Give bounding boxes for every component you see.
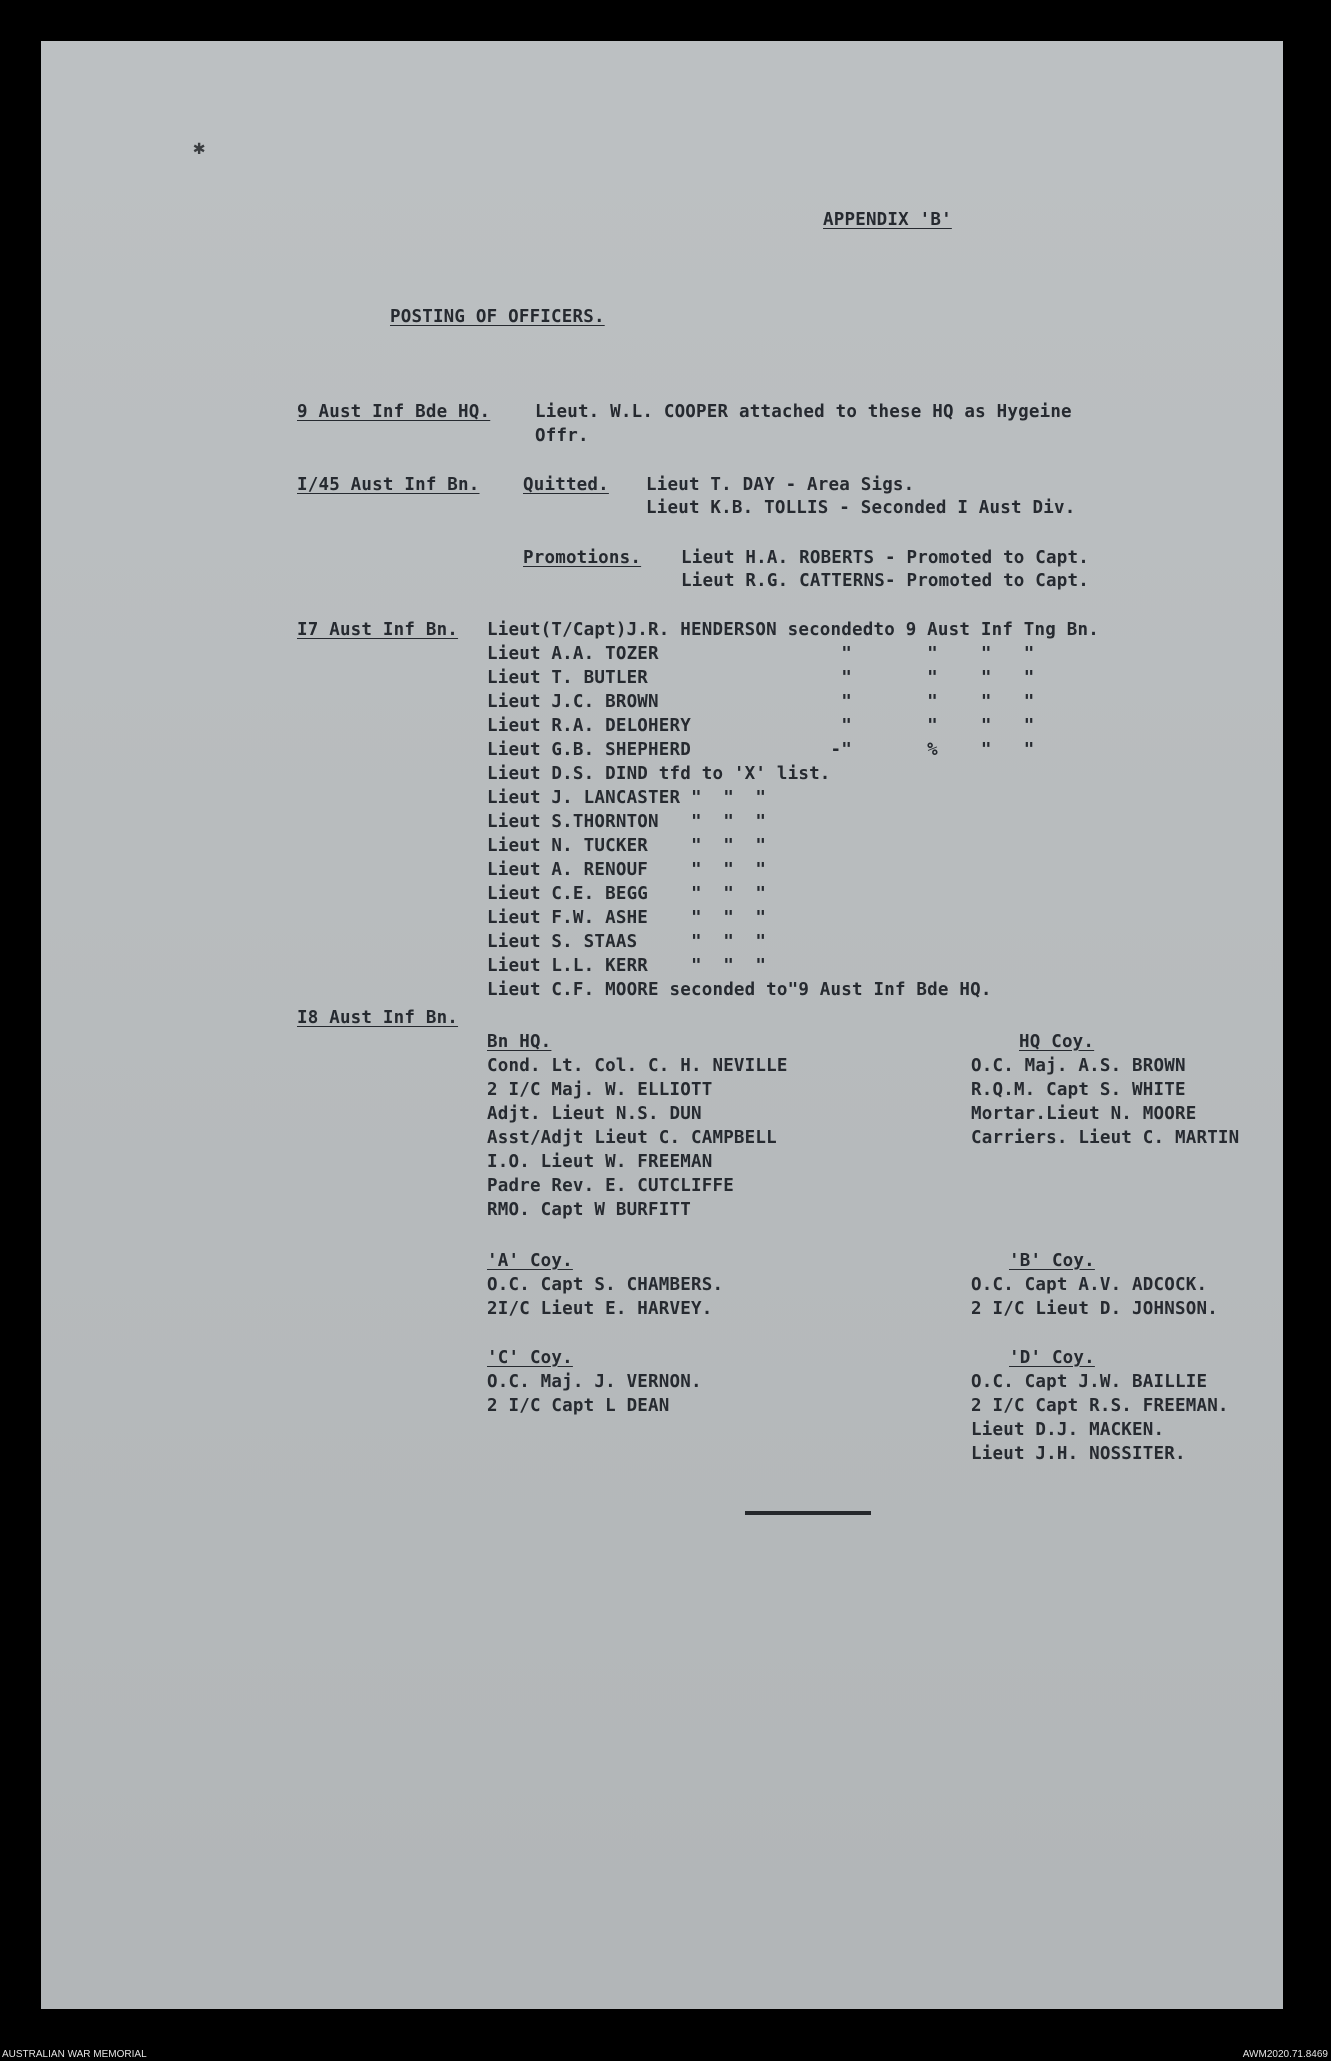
ink-blot-mark: ✱ bbox=[193, 135, 206, 159]
d-coy-entry: Lieut D.J. MACKEN. bbox=[971, 1420, 1165, 1440]
a-coy-entry: 2I/C Lieut E. HARVEY. bbox=[487, 1299, 713, 1319]
bn17-entry: Lieut D.S. DIND tfd to 'X' list. bbox=[487, 764, 831, 784]
bn-hq-entry: Padre Rev. E. CUTCLIFFE bbox=[487, 1176, 734, 1196]
bn17-entry: Lieut F.W. ASHE " " " bbox=[487, 908, 767, 928]
bn17-entry: Lieut C.F. MOORE seconded to"9 Aust Inf Bde HQ. bbox=[487, 980, 992, 1000]
bn-hq-entry: 2 I/C Maj. W. ELLIOTT bbox=[487, 1080, 713, 1100]
bn-hq-entry: Cond. Lt. Col. C. H. NEVILLE bbox=[487, 1056, 788, 1076]
b-coy-entry: 2 I/C Lieut D. JOHNSON. bbox=[971, 1299, 1218, 1319]
b-coy-title: 'B' Coy. bbox=[1009, 1251, 1095, 1271]
d-coy-entry: 2 I/C Capt R.S. FREEMAN. bbox=[971, 1396, 1229, 1416]
appendix-title: APPENDIX 'B' bbox=[823, 210, 952, 230]
hq-coy-entry: Carriers. Lieut C. MARTIN bbox=[971, 1128, 1240, 1148]
unit-1-45-bn: I/45 Aust Inf Bn. bbox=[297, 475, 480, 495]
bn17-entry: Lieut G.B. SHEPHERD -" % " " bbox=[487, 740, 1035, 760]
promotions-label: Promotions. bbox=[523, 548, 642, 568]
bn-hq-title: Bn HQ. bbox=[487, 1032, 552, 1052]
page-heading: POSTING OF OFFICERS. bbox=[390, 307, 605, 327]
bn17-entry: Lieut A.A. TOZER " " " " bbox=[487, 644, 1035, 664]
bn-hq-entry: RMO. Capt W BURFITT bbox=[487, 1200, 691, 1220]
bn17-entry: Lieut(T/Capt)J.R. HENDERSON secondedto 9 Aust Inf Tng Bn. bbox=[487, 620, 1099, 640]
bn-hq-entry: I.O. Lieut W. FREEMAN bbox=[487, 1152, 713, 1172]
bn17-entry: Lieut L.L. KERR " " " bbox=[487, 956, 767, 976]
c-coy-title: 'C' Coy. bbox=[487, 1348, 573, 1368]
c-coy-entry: 2 I/C Capt L DEAN bbox=[487, 1396, 670, 1416]
bn17-entry: Lieut C.E. BEGG " " " bbox=[487, 884, 767, 904]
b-coy-entry: O.C. Capt A.V. ADCOCK. bbox=[971, 1275, 1208, 1295]
bde-entry-line: Lieut. W.L. COOPER attached to these HQ as Hygeine bbox=[535, 402, 1072, 422]
unit-9-bde-hq: 9 Aust Inf Bde HQ. bbox=[297, 402, 491, 422]
d-coy-entry: O.C. Capt J.W. BAILLIE bbox=[971, 1372, 1208, 1392]
footer-institution: AUSTRALIAN WAR MEMORIAL bbox=[2, 2049, 147, 2060]
a-coy-title: 'A' Coy. bbox=[487, 1251, 573, 1271]
promotion-entry: Lieut H.A. ROBERTS - Promoted to Capt. bbox=[681, 548, 1089, 568]
bn17-entry: Lieut N. TUCKER " " " bbox=[487, 836, 767, 856]
quitted-entry: Lieut K.B. TOLLIS - Seconded I Aust Div. bbox=[646, 498, 1076, 518]
d-coy-title: 'D' Coy. bbox=[1009, 1348, 1095, 1368]
bn-hq-entry: Asst/Adjt Lieut C. CAMPBELL bbox=[487, 1128, 777, 1148]
bn17-entry: Lieut J.C. BROWN " " " " bbox=[487, 692, 1035, 712]
bn17-entry: Lieut A. RENOUF " " " bbox=[487, 860, 767, 880]
footer-accession-number: AWM2020.71.8469 bbox=[1242, 2049, 1328, 2060]
hq-coy-entry: R.Q.M. Capt S. WHITE bbox=[971, 1080, 1186, 1100]
document-sheet bbox=[41, 41, 1283, 2009]
bn17-entry: Lieut S. STAAS " " " bbox=[487, 932, 767, 952]
hq-coy-entry: O.C. Maj. A.S. BROWN bbox=[971, 1056, 1186, 1076]
closing-rule bbox=[745, 1511, 871, 1515]
hq-coy-entry: Mortar.Lieut N. MOORE bbox=[971, 1104, 1197, 1124]
d-coy-entry: Lieut J.H. NOSSITER. bbox=[971, 1444, 1186, 1464]
bn17-entry: Lieut T. BUTLER " " " " bbox=[487, 668, 1035, 688]
a-coy-entry: O.C. Capt S. CHAMBERS. bbox=[487, 1275, 724, 1295]
bn17-entry: Lieut R.A. DELOHERY " " " " bbox=[487, 716, 1035, 736]
bn17-entry: Lieut S.THORNTON " " " bbox=[487, 812, 767, 832]
bn-hq-entry: Adjt. Lieut N.S. DUN bbox=[487, 1104, 702, 1124]
quitted-entry: Lieut T. DAY - Area Sigs. bbox=[646, 475, 915, 495]
unit-17-bn: I7 Aust Inf Bn. bbox=[297, 620, 459, 640]
hq-coy-title: HQ Coy. bbox=[1019, 1032, 1095, 1052]
quitted-label: Quitted. bbox=[523, 475, 609, 495]
unit-18-bn: I8 Aust Inf Bn. bbox=[297, 1008, 459, 1028]
bde-entry-line: Offr. bbox=[535, 426, 589, 446]
promotion-entry: Lieut R.G. CATTERNS- Promoted to Capt. bbox=[681, 571, 1089, 591]
bn17-entry: Lieut J. LANCASTER " " " bbox=[487, 788, 767, 808]
c-coy-entry: O.C. Maj. J. VERNON. bbox=[487, 1372, 702, 1392]
